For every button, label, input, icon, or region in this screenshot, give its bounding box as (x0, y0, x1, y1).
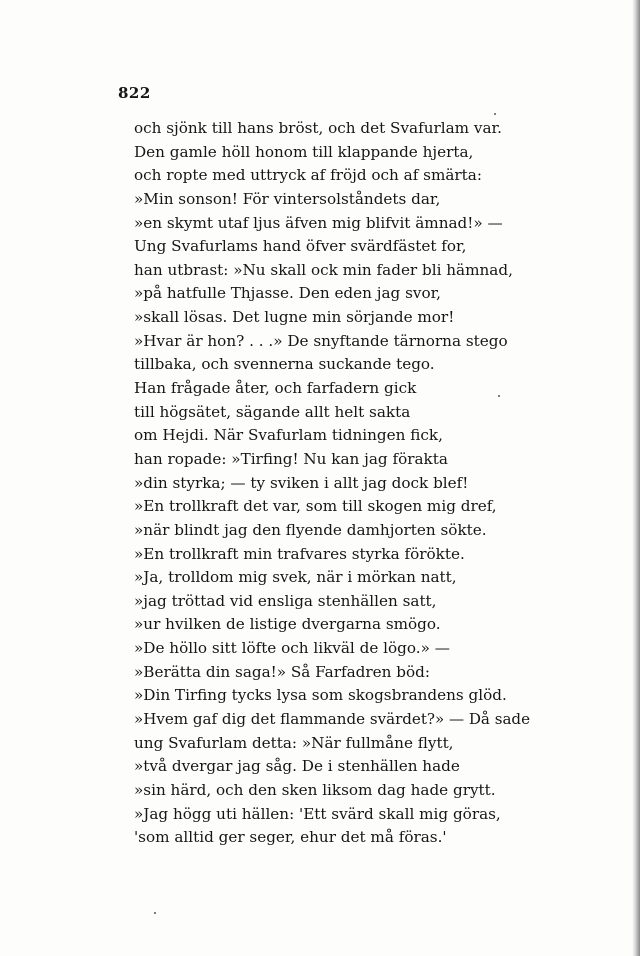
poem-line (134, 235, 534, 259)
poem-line-text: »Din Tirfing tycks lysa som skogsbrandens glöd. (134, 686, 507, 705)
paper-speck (494, 113, 496, 115)
poem-line-text: »skall lösas. Det lugne min sörjande mor! (134, 308, 455, 327)
poem-line (134, 377, 534, 401)
poem-line (134, 401, 534, 425)
poem-line (134, 188, 534, 212)
poem-line-text: »sin härd, och den sken liksom dag hade grytt. (134, 780, 496, 799)
poem-line (134, 164, 534, 188)
page-number: 822 (118, 84, 151, 102)
poem-line (134, 543, 534, 567)
poem-line-text: »jag tröttad vid ensliga stenhällen satt, (134, 591, 437, 610)
poem-line-text: ung Svafurlam detta: »När fullmåne flytt, (134, 733, 454, 752)
poem-line (134, 708, 534, 732)
poem-line (134, 141, 534, 165)
poem-line (134, 424, 534, 448)
poem-line (134, 755, 534, 779)
poem-line (134, 661, 534, 685)
poem-line-text: »på hatfulle Thjasse. Den eden jag svor, (134, 284, 442, 303)
paper-speck (498, 395, 500, 397)
poem-line (134, 117, 534, 141)
poem-line-text: Ung Svafurlams hand öfver svärdfästet for, (134, 237, 467, 256)
poem-line-text: »Hvar är hon? . . .» De snyftande tärnorna stego (134, 331, 508, 350)
poem-line (134, 212, 534, 236)
poem-line-text: »två dvergar jag såg. De i stenhällen hade (134, 757, 460, 776)
poem-line (134, 732, 534, 756)
poem-line-text: 'som alltid ger seger, ehur det må föras.' (134, 828, 447, 847)
poem-line (134, 519, 534, 543)
poem-line-text: tillbaka, och svennerna suckande tego. (134, 355, 435, 374)
poem-line-text: »Berätta din saga!» Så Farfadren böd: (134, 662, 430, 681)
page-edge-shadow (632, 0, 640, 956)
poem-line (134, 803, 534, 827)
poem-line-text: »när blindt jag den flyende damhjorten sökte. (134, 520, 487, 539)
poem-line-text: »Jag högg uti hällen: 'Ett svärd skall mig göras, (134, 804, 501, 823)
paper-speck (154, 912, 156, 914)
poem-line (134, 448, 534, 472)
poem-line-text: Han frågade åter, och farfadern gick (134, 379, 417, 398)
poem-line-text: och ropte med uttryck af fröjd och af smärta: (134, 166, 482, 185)
poem-line-text: om Hejdi. När Svafurlam tidningen fick, (134, 426, 443, 445)
poem-line-text: »Min sonson! För vintersolståndets dar, (134, 189, 441, 208)
poem-line (134, 306, 534, 330)
poem-line-text: »en skymt utaf ljus äfven mig blifvit ämnad!» — (134, 213, 503, 232)
poem-line-text: »En trollkraft det var, som till skogen mig dref, (134, 497, 497, 516)
poem-line-text: »Hvem gaf dig det flammande svärdet?» — Då sade (134, 710, 530, 729)
poem-line (134, 330, 534, 354)
poem-line (134, 472, 534, 496)
poem-line (134, 495, 534, 519)
poem-line-text: han utbrast: »Nu skall ock min fader bli hämnad, (134, 260, 513, 279)
poem-line-text: Den gamle höll honom till klappande hjerta, (134, 142, 474, 161)
poem-line (134, 353, 534, 377)
poem-line-text: »De höllo sitt löfte och likväl de lögo.» — (134, 639, 450, 658)
poem-line-text: »ur hvilken de listige dvergarna smögo. (134, 615, 441, 634)
poem-line-text: han ropade: »Tirfing! Nu kan jag förakta (134, 449, 448, 468)
poem-line (134, 566, 534, 590)
poem-line-text: och sjönk till hans bröst, och det Svafurlam var. (134, 119, 502, 137)
poem-line (134, 684, 534, 708)
poem-text (134, 117, 534, 850)
poem-line-text: till högsätet, sägande allt helt sakta (134, 402, 411, 421)
poem-line (134, 637, 534, 661)
poem-line (134, 259, 534, 283)
poem-line-text: »din styrka; — ty sviken i allt jag dock blef! (134, 473, 469, 492)
poem-line (134, 590, 534, 614)
poem-line (134, 282, 534, 306)
poem-line-text: »Ja, trolldom mig svek, när i mörkan natt, (134, 568, 457, 587)
poem-line-text: »En trollkraft min trafvares styrka förökte. (134, 544, 465, 563)
poem-line (134, 613, 534, 637)
poem-line (134, 826, 534, 850)
poem-line (134, 779, 534, 803)
